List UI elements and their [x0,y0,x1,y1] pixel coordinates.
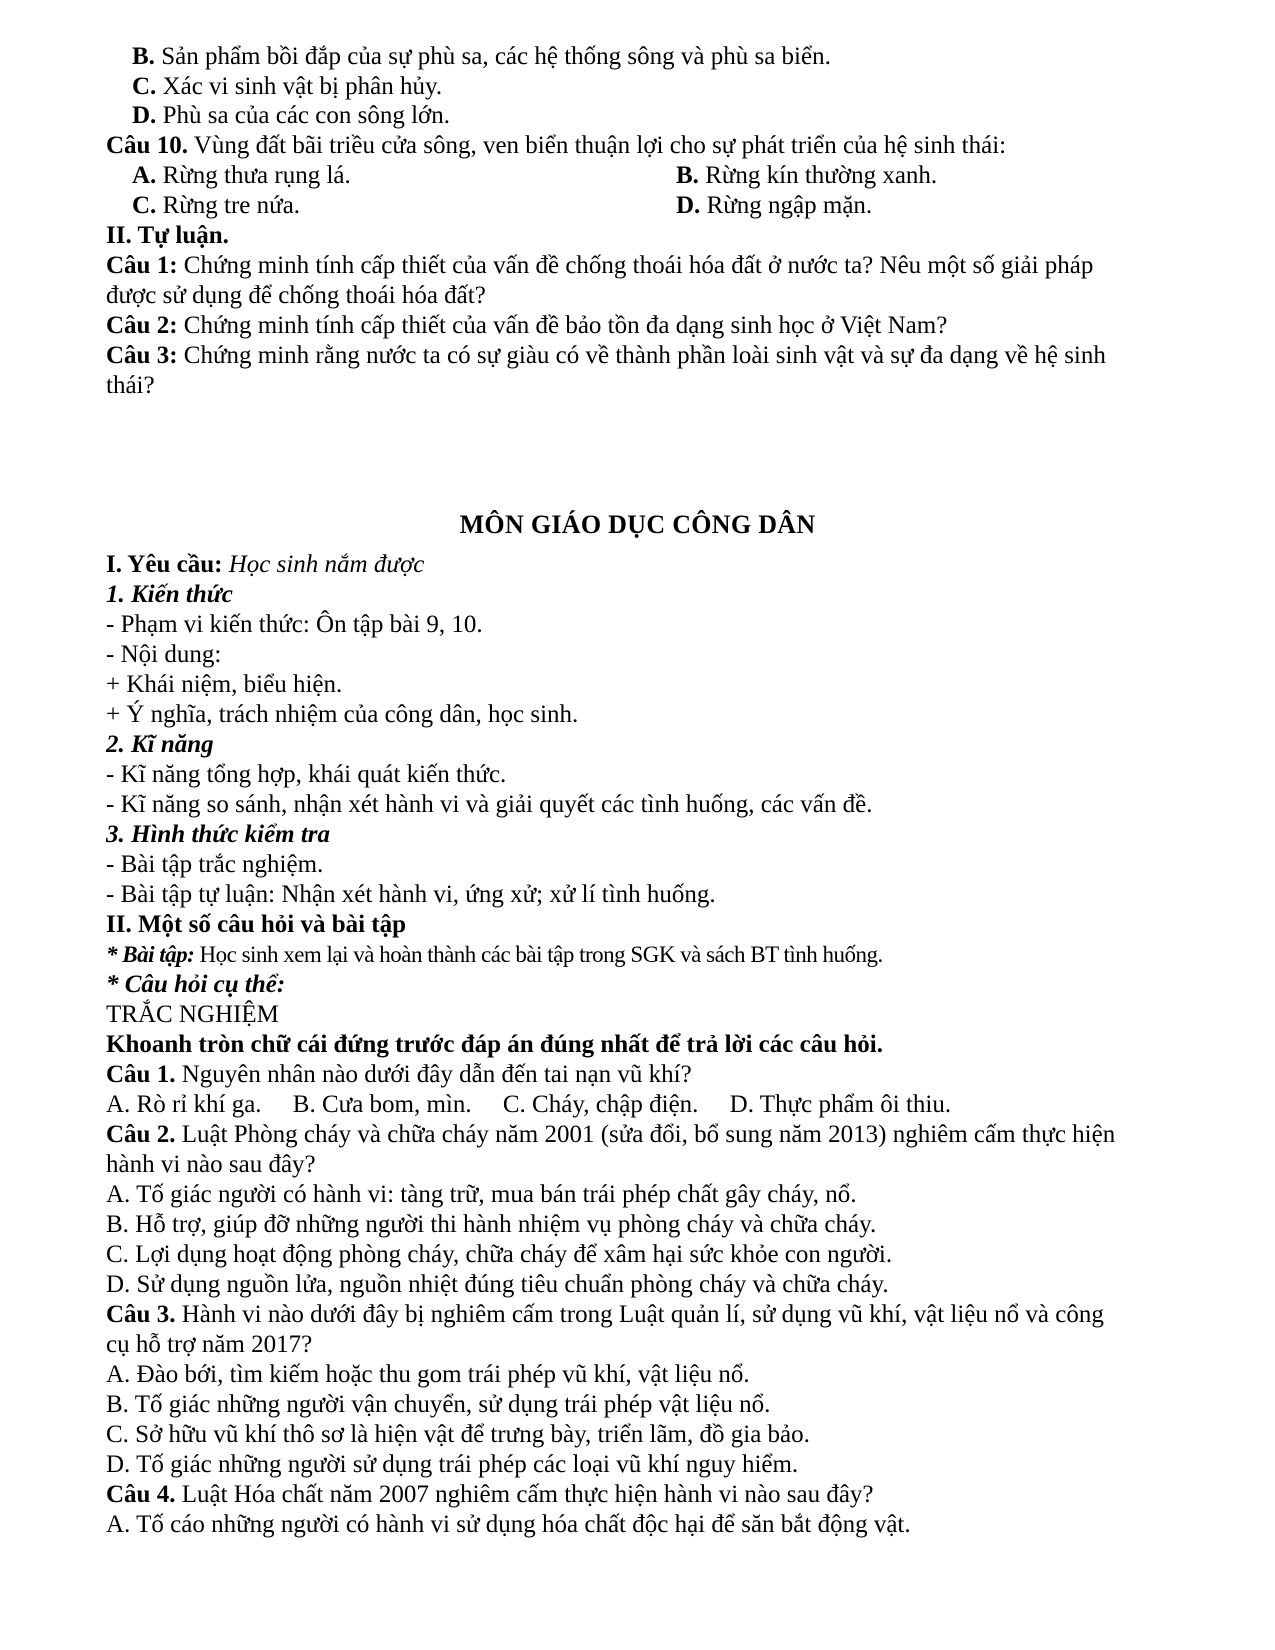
option-text: Rừng thưa rụng lá. [156,162,351,189]
option-b [132,42,831,73]
skills-item: - Kĩ năng so sánh, nhận xét hành vi và giải quyết các tình huống, các vấn đề. [106,791,873,818]
essay-question-2 [106,311,947,342]
option-text: Rừng kín thường xanh. [698,162,938,189]
question-10 [106,131,1006,162]
option-text: Rừng ngập mặn. [700,192,873,219]
knowledge-item: - Nội dung: [106,641,222,668]
q3-option-d: D. Tố giác những người sử dụng trái phép các loại vũ khí nguy hiểm. [106,1451,799,1478]
question-text-continued: hành vi nào sau đây? [106,1151,316,1178]
question-text: Nguyên nhân nào dưới đây dẫn đến tai nạn vũ khí? [175,1061,692,1088]
q2-option-b: B. Hỗ trợ, giúp đỡ những người thi hành nhiệm vụ phòng cháy và chữa cháy. [106,1211,877,1238]
question-text-continued: cụ hỗ trợ năm 2017? [106,1331,313,1358]
question-text-continued: thái? [106,372,155,399]
option-text: Rừng tre nứa. [156,192,301,219]
q10-option-b [676,161,937,192]
mc-question-2 [106,1120,1115,1151]
option-label: B. [676,162,699,189]
q10-option-d [676,191,872,222]
section-heading: II. Tự luận. [106,222,229,249]
q4-option-a: A. Tố cáo những người có hành vi sử dụng hóa chất độc hại để săn bắt động vật. [106,1511,911,1538]
question-label: Câu 3. [106,1301,176,1328]
option-c [132,72,442,103]
q10-option-a [132,161,351,192]
knowledge-item: + Ý nghĩa, trách nhiệm của công dân, học sinh. [106,701,579,728]
question-text: Hành vi nào dưới đây bị nghiêm cấm trong Luật quản lí, sử dụng vũ khí, vật liệu nổ và công [175,1301,1104,1328]
skills-item: - Kĩ năng tổng hợp, khái quát kiến thức. [106,761,507,788]
note-text: Học sinh xem lại và hoàn thành các bài tập trong SGK và sách BT tình huống. [194,942,883,967]
option-text: Sản phẩm bồi đắp của sự phù sa, các hệ thống sông và phù sa biển. [154,43,831,70]
essay-heading [106,221,229,252]
option-text: Phù sa của các con sông lớn. [156,102,451,129]
q3-option-b: B. Tố giác những người vận chuyển, sử dụng trái phép vật liệu nổ. [106,1391,771,1418]
q2-option-d: D. Sử dụng nguồn lửa, nguồn nhiệt đúng tiêu chuẩn phòng cháy và chữa cháy. [106,1271,889,1298]
section-subtitle: Học sinh nắm được [222,551,425,578]
q3-option-c: C. Sở hữu vũ khí thô sơ là hiện vật để trưng bày, triển lãm, đồ gia bảo. [106,1421,810,1448]
knowledge-item: - Phạm vi kiến thức: Ôn tập bài 9, 10. [106,611,483,638]
question-label: Câu 4. [106,1481,176,1508]
option-label: C. [132,192,157,219]
knowledge-heading: 1. Kiến thức [106,581,233,608]
question-text: Chứng minh tính cấp thiết của vấn đề chống thoái hóa đất ở nước ta? Nêu một số giải pháp [177,252,1094,279]
question-label: Câu 1. [106,1061,176,1088]
question-label: Câu 10. [106,132,188,159]
question-label: Câu 2. [106,1121,176,1148]
question-text-continued: được sử dụng để chống thoái hóa đất? [106,282,486,309]
section-heading: II. Một số câu hỏi và bài tập [106,911,407,938]
requirements-heading [106,550,424,581]
exercise-note [106,940,883,971]
q2-option-a: A. Tố giác người có hành vi: tàng trữ, mua bán trái phép chất gây cháy, nổ. [106,1181,857,1208]
specific-questions-heading: * Câu hỏi cụ thể: [106,971,286,998]
instruction-text: Khoanh tròn chữ cái đứng trước đáp án đúng nhất để trả lời các câu hỏi. [106,1031,883,1058]
q1-options: A. Rò rỉ khí ga. B. Cưa bom, mìn. C. Cháy, chập điện. D. Thực phẩm ôi thiu. [106,1091,952,1118]
mc-question-4 [106,1480,874,1511]
option-text: Xác vi sinh vật bị phân hủy. [156,73,443,100]
q10-option-c [132,191,300,222]
test-form-item: - Bài tập trắc nghiệm. [106,851,324,878]
option-label: C. [132,73,157,100]
question-text: Chứng minh rằng nước ta có sự giàu có về thành phần loài sinh vật và sự đa dạng về hệ sinh [177,342,1106,369]
option-label: D. [132,102,157,129]
option-d [132,101,450,132]
subject-title: MÔN GIÁO DỤC CÔNG DÂN [459,510,816,539]
note-label: * Bài tập: [106,942,195,967]
multiple-choice-heading: TRẮC NGHIỆM [106,1001,279,1028]
knowledge-item: + Khái niệm, biểu hiện. [106,671,343,698]
question-text: Chứng minh tính cấp thiết của vấn đề bảo tồn đa dạng sinh học ở Việt Nam? [177,312,948,339]
question-text: Vùng đất bãi triều cửa sông, ven biển thuận lợi cho sự phát triển của hệ sinh thái: [187,132,1007,159]
question-text: Luật Phòng cháy và chữa cháy năm 2001 (sửa đổi, bổ sung năm 2013) nghiêm cấm thực hiện [175,1121,1116,1148]
option-label: D. [676,192,701,219]
essay-question-3 [106,341,1106,372]
essay-question-1 [106,251,1093,282]
section-heading: I. Yêu cầu: [106,551,223,578]
test-form-heading: 3. Hình thức kiểm tra [106,821,331,848]
option-label: A. [132,162,157,189]
question-label: Câu 1: [106,252,178,279]
instruction [106,1030,883,1061]
question-text: Luật Hóa chất năm 2007 nghiêm cấm thực hiện hành vi nào sau đây? [175,1481,874,1508]
question-label: Câu 2: [106,312,178,339]
skills-heading: 2. Kĩ năng [106,731,214,758]
mc-question-3 [106,1300,1104,1331]
question-label: Câu 3: [106,342,178,369]
q3-option-a: A. Đào bới, tìm kiếm hoặc thu gom trái phép vũ khí, vật liệu nổ. [106,1361,750,1388]
mc-question-1 [106,1060,692,1091]
q2-option-c: C. Lợi dụng hoạt động phòng cháy, chữa cháy để xâm hại sức khỏe con người. [106,1241,893,1268]
questions-heading [106,910,406,941]
option-label: B. [132,43,155,70]
test-form-item: - Bài tập tự luận: Nhận xét hành vi, ứng xử; xử lí tình huống. [106,881,716,908]
